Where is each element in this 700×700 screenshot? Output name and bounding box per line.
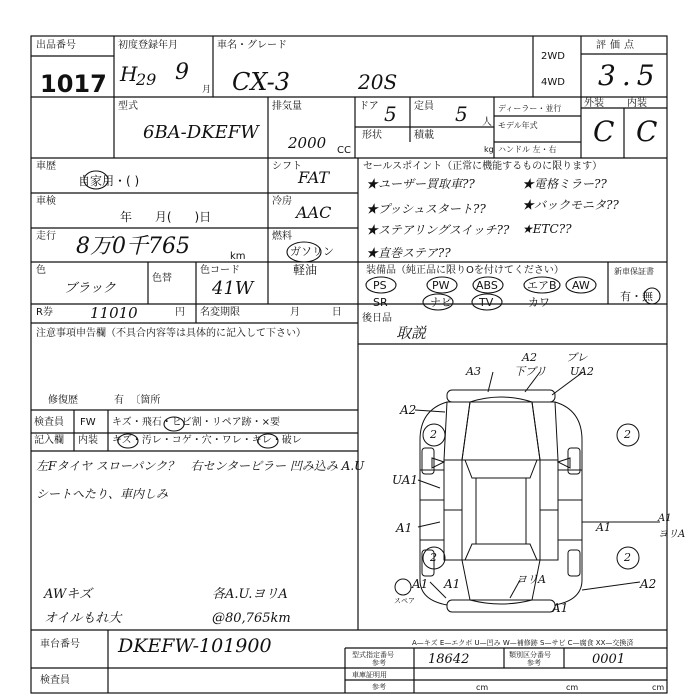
cert-label: 車庫証明用 xyxy=(352,671,387,679)
remark-line: @80,765km xyxy=(212,611,291,626)
fw-label: FW xyxy=(80,417,96,428)
equipment-title: 装備品（純正品に限りOを付けてください） xyxy=(366,265,564,276)
equip-airbag: エアB xyxy=(527,279,557,292)
name-change-label: 名変期限 xyxy=(200,307,240,318)
inspector-label: 検査員 xyxy=(34,417,64,428)
interior-row-value: キズ・汚レ・コゲ・穴・ワレ・キレ・破レ xyxy=(112,435,302,446)
car-name: CX-3 xyxy=(232,68,290,96)
fw-value: キズ・飛石・ヒビ割・リペア跡・×要 xyxy=(112,417,280,428)
sales-point-item: ★ステアリングスイッチ?? xyxy=(366,223,510,237)
interior-row-label: 内装 xyxy=(78,435,98,446)
type-designation-value: 18642 xyxy=(428,652,470,667)
ac-value: AAC xyxy=(296,203,332,222)
history-value: 自家用・( ) xyxy=(78,174,140,188)
sales-points-title: セールスポイント（正常に機能するものに限ります） xyxy=(363,161,603,172)
displacement: 2000 xyxy=(288,134,327,152)
spare-label: スペア xyxy=(394,597,415,605)
diagram-mark: A1 xyxy=(596,521,611,534)
diagram-mark: A2 xyxy=(640,577,657,591)
lot-number: 1017 xyxy=(40,70,107,98)
first-reg-label: 初度登録年月 xyxy=(118,40,178,51)
entry-label: 記入欄 xyxy=(34,435,64,446)
capacity: 5 xyxy=(455,102,468,126)
name-change-value: 月 日 xyxy=(290,307,342,318)
displacement-label: 排気量 xyxy=(272,101,302,112)
repair-value: 有 〔箇所 xyxy=(114,395,161,406)
equip-abs: ABS xyxy=(476,279,498,292)
footer-inspector-label: 検査員 xyxy=(40,675,70,686)
doors-label: ドア xyxy=(359,101,379,112)
remark-line: AWキズ xyxy=(44,587,92,602)
diagram-mark: 2 xyxy=(624,428,631,441)
recycle-value: 11010 xyxy=(90,304,138,322)
equip-pw: PW xyxy=(432,279,450,292)
car-name-label: 車名・グレード xyxy=(217,40,287,51)
cm-unit: cm xyxy=(476,683,489,692)
mileage-label: 走行 xyxy=(36,231,56,242)
color-code-label: 色コード xyxy=(200,265,240,276)
diagram-mark: A1 xyxy=(396,521,413,535)
mileage-value: 8万0千765 xyxy=(76,234,190,259)
capacity-unit: 人 xyxy=(482,117,492,128)
equip-sr: SR xyxy=(373,296,388,309)
model-code: 6BA-DKEFW xyxy=(143,122,259,143)
shift-label: シフト xyxy=(272,161,302,172)
grade: 20S xyxy=(358,70,398,94)
equip-navi: ナビ xyxy=(430,296,452,309)
shape-label: 形状 xyxy=(362,130,382,141)
remark-line: 各A.U.ヨリA xyxy=(212,587,288,602)
sales-point-item: ★ユーザー買取車?? xyxy=(366,177,475,191)
reg-era: H xyxy=(120,62,138,86)
sales-point-item: ★直巻ステア?? xyxy=(366,246,451,260)
inspection-value: 年 月( )日 xyxy=(120,210,212,224)
equip-tv: TV xyxy=(479,296,494,309)
equip-aw: AW xyxy=(572,279,590,292)
sales-point-item: ★プッシュスタート?? xyxy=(366,202,486,216)
diagram-mark: ヨリA xyxy=(516,573,546,586)
reg-year: 29 xyxy=(136,70,157,89)
diagram-mark: 2 xyxy=(624,551,631,564)
fuel-label: 燃料 xyxy=(272,231,292,242)
equip-ps: PS xyxy=(373,279,387,292)
diagram-mark: 2 xyxy=(430,551,437,564)
equip-leather: カワ xyxy=(528,296,550,309)
warranty-value: 有・無 xyxy=(620,290,653,303)
repair-label: 修復歴 xyxy=(48,395,78,406)
score-label: 評価点 xyxy=(596,40,638,51)
sales-point-item: ★ETC?? xyxy=(522,222,572,236)
exterior-label: 外装 xyxy=(584,98,604,109)
cm-unit: cm xyxy=(566,683,579,692)
drive-4wd: 4WD xyxy=(541,77,565,88)
sales-point-item: ★バックモニタ?? xyxy=(522,198,619,212)
mileage-unit: km xyxy=(230,251,246,262)
diagram-mark: A1 xyxy=(658,513,672,524)
handle-label: ハンドル 左・右 xyxy=(498,145,557,154)
diagram-mark: A2 xyxy=(400,403,417,417)
interior-grade: C xyxy=(636,115,658,148)
class-sub: 参考 xyxy=(527,659,541,667)
notes-title: 注意事項申告欄（不具合内容等は具体的に記入して下さい） xyxy=(36,328,306,339)
diagram-mark: A1 xyxy=(444,577,461,591)
after-label: 後日品 xyxy=(362,313,392,324)
diagram-mark: UA1 xyxy=(392,473,419,487)
after-value: 取説 xyxy=(396,324,427,342)
remark-line: シートへたり、車内しみ xyxy=(36,487,169,501)
color-label: 色 xyxy=(36,265,46,276)
chassis-value: DKEFW-101900 xyxy=(118,635,272,657)
color-change-label: 色替 xyxy=(152,273,172,284)
dealer-label: ディーラー・並行 xyxy=(498,104,562,113)
color-code: 41W xyxy=(212,278,254,299)
drive-2wd: 2WD xyxy=(541,51,565,62)
displacement-unit: CC xyxy=(337,145,351,156)
fuel-diesel: 軽油 xyxy=(293,263,318,277)
type-designation-sub: 参考 xyxy=(372,659,386,667)
type-designation-label: 型式指定番号 xyxy=(352,651,394,659)
color-value: ブラック xyxy=(64,281,116,296)
diagram-mark: 下ブリ xyxy=(514,365,547,378)
ac-label: 冷房 xyxy=(272,196,292,207)
interior-label: 内装 xyxy=(627,98,647,109)
sales-point-item: ★電格ミラー?? xyxy=(522,177,607,191)
diagram-mark: ヨリA xyxy=(658,529,686,540)
recycle-unit: 円 xyxy=(175,307,185,318)
diagram-mark: A3 xyxy=(466,365,481,378)
diagram-mark: A1 xyxy=(552,601,569,615)
capacity-label: 定員 xyxy=(414,101,434,112)
month-suffix: 月 xyxy=(202,85,212,95)
class-label: 類別区分番号 xyxy=(509,651,551,659)
diagram-mark: A1 xyxy=(412,577,429,591)
reg-month: 9 xyxy=(175,60,189,85)
history-label: 車歴 xyxy=(36,161,56,172)
warranty-label: 新車保証書 xyxy=(614,267,654,276)
class-value: 0001 xyxy=(592,652,626,667)
model-year-label: モデル年式 xyxy=(498,121,538,130)
remark-line: 左Fタイヤ スローパンク？ 右センターピラー 凹み込み A.U xyxy=(36,459,365,473)
fuel-gasoline: ガソリン xyxy=(290,245,334,258)
lot-label: 出品番号 xyxy=(36,40,76,51)
model-code-label: 型式 xyxy=(118,101,138,112)
inspection-label: 車検 xyxy=(36,196,56,207)
remark-line: オイルもれ大 xyxy=(44,611,122,626)
score: 3.5 xyxy=(598,59,661,92)
cm-unit: cm xyxy=(652,683,665,692)
chassis-label: 車台番号 xyxy=(40,639,80,650)
load-unit: kg xyxy=(484,145,494,154)
diagram-mark: A2 xyxy=(522,351,537,364)
cert-sub: 参考 xyxy=(372,683,386,691)
doors: 5 xyxy=(384,102,397,126)
load-label: 積載 xyxy=(414,130,434,141)
exterior-grade: C xyxy=(593,115,615,148)
diagram-mark: 2 xyxy=(430,428,437,441)
diagram-mark: UA2 xyxy=(570,365,594,378)
recycle-label: R券 xyxy=(36,307,53,318)
damage-legend: A—キズ E—エクボ U—凹み W—補修跡 S—サビ C—腐食 XX—交換済 xyxy=(412,639,634,647)
shift-value: FAT xyxy=(298,168,330,187)
diagram-mark: ブレ xyxy=(566,351,588,364)
